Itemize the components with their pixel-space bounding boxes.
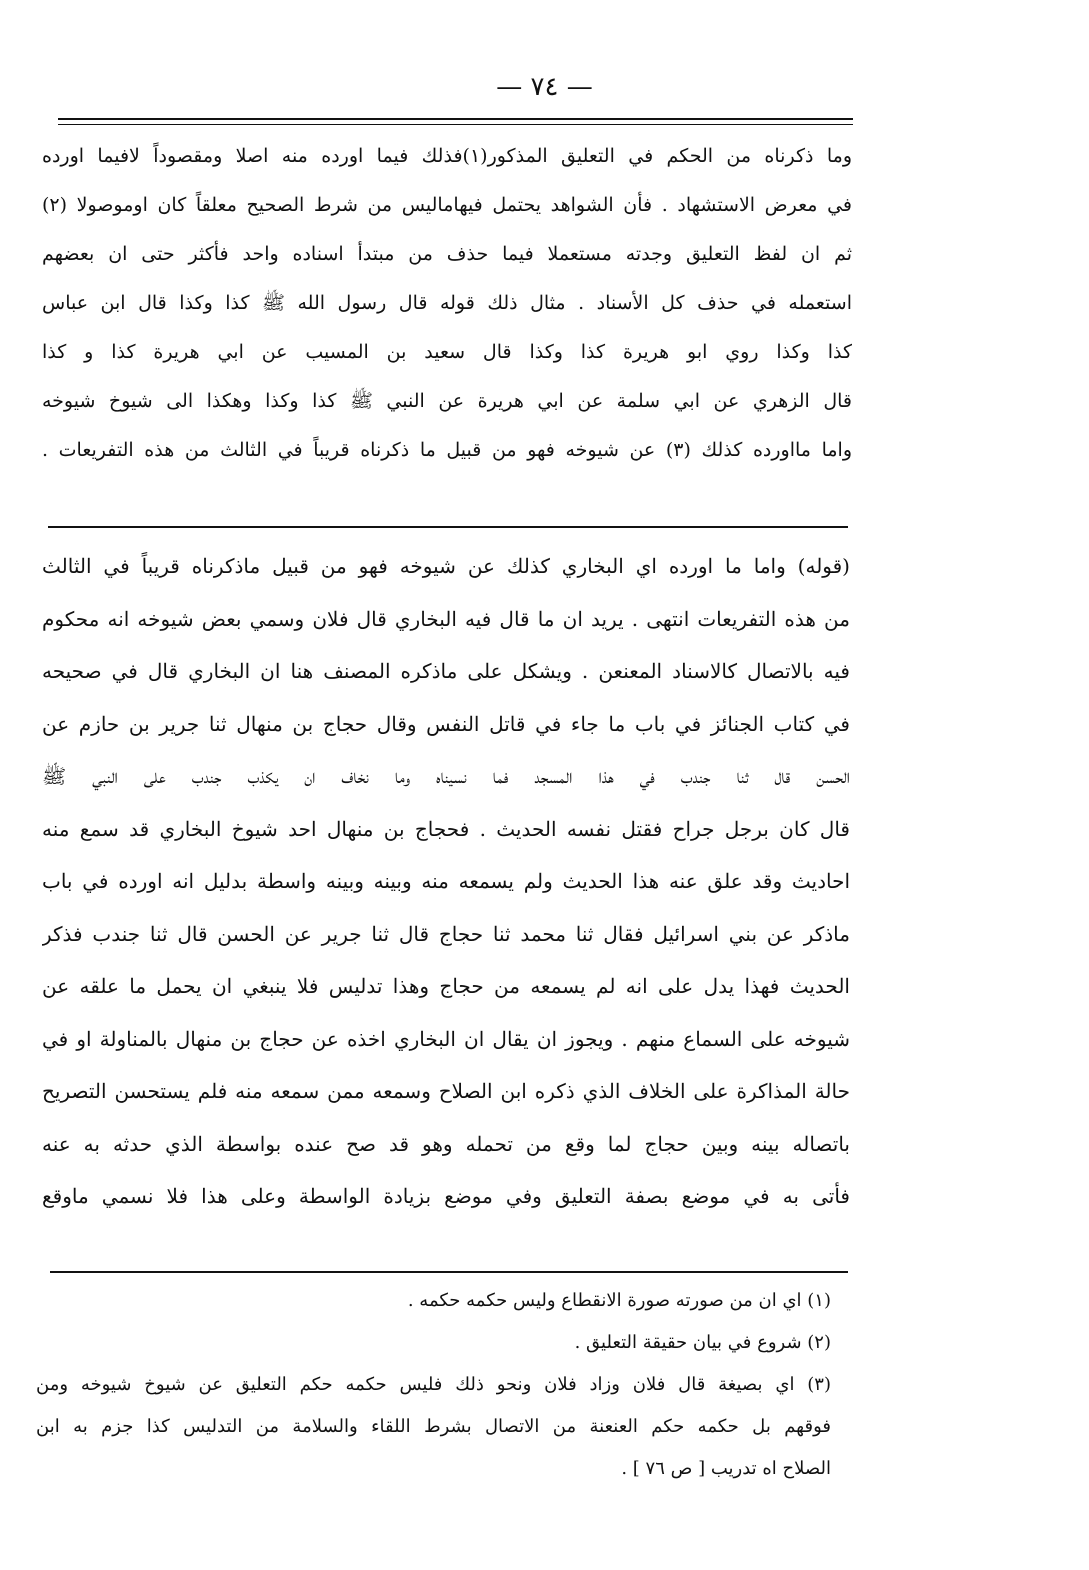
- commentary-line: باتصاله بينه وبين حجاج لما وقع من تحمله وهو قد صح عنده بواسطة الذي حدثه به عنه: [42, 1131, 850, 1156]
- main-text-line: في معرض الاستشهاد . فأن الشواهد يحتمل فيهاماليس من شرط الصحيح معلقاً كان اوموصولا (٢): [42, 194, 852, 216]
- footnote-continuation: الصلاح اه تدريب [ ص ٧٦ ] .: [621, 1458, 831, 1479]
- commentary: [42, 540, 850, 1223]
- commentary-line: احاديث وقد علق عنه هذا الحديث ولم يسمعه منه وبينه وبينه واسطة بدليل انه اورده في باب: [42, 869, 850, 893]
- main-text-line: ثم ان لفظ التعليق وجدته مستعملا فيما حذف من مبتدأ اسناده واحد فأكثر حتى ان بعضهم: [42, 243, 852, 265]
- footnote-divider: [50, 1271, 848, 1273]
- main-text-line: واما مااورده كذلك (٣) عن شيوخه فهو من قبيل ما ذكرناه قريباً في الثالث من هذه التفريعات .: [42, 439, 852, 461]
- commentary-line: فأتى به في موضع بصفة التعليق وفي موضع بزيادة الواسطة وعلى هذا فلا نسمي ماوقع: [42, 1184, 850, 1208]
- commentary-line: في كتاب الجنائز في باب ما جاء في قاتل النفس وقال حجاج بن منهال ثنا جرير بن حازم عن: [42, 711, 850, 736]
- commentary-line: الحسن قال ثنا جندب في هذا المسجد فما نسيناه وما نخاف ان يكذب جندب على النبي ﷺ: [42, 764, 850, 788]
- footnote: (٣) اي بصيغة قال فلان وزاد فلان ونحو ذلك فليس حكمه حكم التعليق عن شيوخ شيوخه ومن: [36, 1374, 831, 1395]
- main-text-line: قال الزهري عن ابي سلمة عن ابي هريرة عن النبي ﷺ كذا وكذا وهكذا الى شيوخ شيوخه: [42, 390, 852, 412]
- commentary-line: ماذكر عن بني اسرائيل فقال ثنا محمد ثنا حجاج قال ثنا جرير عن الحسن قال ثنا جندب فذكر: [42, 921, 850, 946]
- section-divider: [48, 526, 848, 528]
- header-rule-thin: [58, 124, 853, 125]
- footnotes: [36, 1280, 831, 1490]
- footnote-continuation: فوقهم بل حكمه حكم العنعنة من الاتصال بشرط اللقاء والسلامة من التدليس كذا جزم به ابن: [36, 1416, 831, 1437]
- header-rule: [58, 118, 853, 120]
- main-text-line: وما ذكرناه من الحكم في التعليق المذكور(١)فذلك فيما اورده منه اصلا ومقصوداً لافيما اورده: [42, 145, 852, 167]
- commentary-line: الحديث فهذا يدل على انه لم يسمعه من حجاج وهذا تدليس فلا ينبغي ان يحمل ما علقه عن: [42, 974, 850, 998]
- page-number: — ٧٤ —: [496, 72, 593, 102]
- main-text-line: كذا وكذا روي ابو هريرة كذا وكذا قال سعيد بن المسيب عن ابي هريرة كذا و كذا: [42, 341, 852, 363]
- commentary-line: من هذه التفريعات انتهى . يريد ان ما قال فيه البخاري قال فلان وسمي بعض شيوخه انه محكوم: [42, 606, 850, 631]
- commentary-line: (قوله) واما ما اورده اي البخاري كذلك عن شيوخه فهو من قبيل ماذكرناه قريباً في الثالث: [42, 554, 850, 578]
- footnote: (٢) شروع في بيان حقيقة التعليق .: [574, 1332, 831, 1353]
- commentary-line: حالة المذاكرة على الخلاف الذي ذكره ابن الصلاح وسمعه ممن سمعه منه فلم يستحسن التصريح: [42, 1079, 850, 1103]
- main-text-line: استعمله في حذف كل الأسناد . مثال ذلك قوله قال رسول الله ﷺ كذا وكذا قال ابن عباس: [42, 292, 852, 314]
- footnote: (١) اي ان من صورته صورة الانقطاع وليس حكمه حكمه .: [407, 1290, 831, 1311]
- commentary-line: قال كان برجل جراح فقتل نفسه الحديث . فحجاج بن منهال احد شيوخ البخاري قد سمع منه: [42, 816, 850, 841]
- commentary-line: فيه بالاتصال كالاسناد المعنعن . ويشكل على ماذكره المصنف هنا ان البخاري قال في صحيحه: [42, 659, 850, 683]
- commentary-line: شيوخه على السماع منهم . ويجوز ان يقال ان البخاري اخذه عن حجاج بن منهال بالمناولة او في: [42, 1026, 850, 1051]
- main-text: [42, 132, 852, 475]
